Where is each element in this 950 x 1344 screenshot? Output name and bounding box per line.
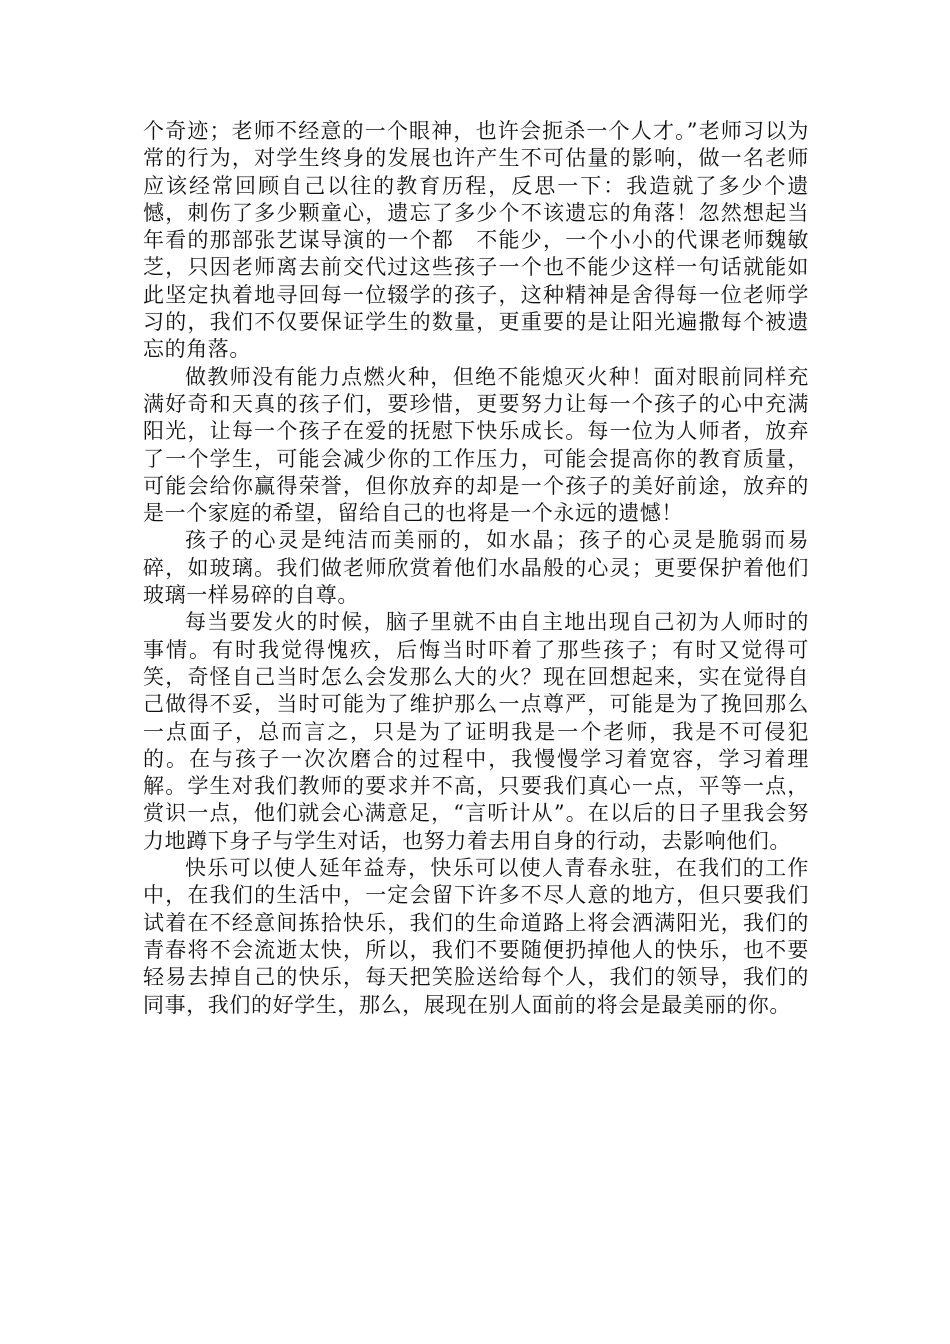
paragraph-continued: 个奇迹；老师不经意的一个眼神，也许会扼杀一个人才。”老师习以为常的行为，对学生终身的发展也许产生不可估量的影响，做一名老师应该经常回顾自己以往的教育历程，反思一下：我造就了多少个遗憾，刺伤了多少颗童心，遗忘了多少个不该遗忘的角落！忽然想起当年看的那部张艺谋导演的一个都 不能少，一个小小的代课老师魏敏芝，只因老师离去前交代过这些孩子一个也不能少这样一句话就能如此坚定执着地寻回每一位辍学的孩子，这种精神是舍得每一位老师学习的，我们不仅要保证学生的数量，更重要的是让阳光遍撒每个被遗忘的角落。 [143,119,809,362]
document-body [143,118,809,1019]
paragraph: 做教师没有能力点燃火种，但绝不能熄灭火种！面对眼前同样充满好奇和天真的孩子们，要珍惜，更要努力让每一个孩子的心中充满阳光，让每一个孩子在爱的抚慰下快乐成长。每一位为人师者，放弃了一个学生，可能会减少你的工作压力，可能会提高你的教育质量，可能会给你赢得荣誉，但你放弃的却是一个孩子的美好前途，放弃的是一个家庭的希望，留给自己的也将是一个永远的遗憾！ [143,364,809,526]
paragraph: 孩子的心灵是纯洁而美丽的，如水晶；孩子的心灵是脆弱而易碎，如玻璃。我们做老师欣赏着他们水晶般的心灵；更要保护着他们玻璃一样易碎的自尊。 [143,528,809,608]
paragraph: 每当要发火的时候，脑子里就不由自主地出现自己初为人师时的事情。有时我觉得愧疚，后悔当时吓着了那些孩子；有时又觉得可笑，奇怪自己当时怎么会发那么大的火？现在回想起来，实在觉得自己做得不妥，当时可能为了维护那么一点尊严，可能是为了挽回那么一点面子，总而言之，只是为了证明我是一个老师，我是不可侵犯的。在与孩子一次次磨合的过程中，我慢慢学习着宽容，学习着理解。学生对我们教师的要求并不高，只要我们真心一点，平等一点，赏识一点，他们就会心满意足，“言听计从”。在以后的日子里我会努力地蹲下身子与学生对话，也努力着去用自身的行动，去影响他们。 [143,610,809,853]
paragraph: 快乐可以使人延年益寿，快乐可以使人青春永驻，在我们的工作中，在我们的生活中，一定会留下许多不尽人意的地方，但只要我们试着在不经意间拣拾快乐，我们的生命道路上将会洒满阳光，我们的青春将不会流逝太快，所以，我们不要随便扔掉他人的快乐，也不要轻易去掉自己的快乐，每天把笑脸送给每个人，我们的领导，我们的同事，我们的好学生，那么，展现在别人面前的将会是最美丽的你。 [143,856,809,1017]
